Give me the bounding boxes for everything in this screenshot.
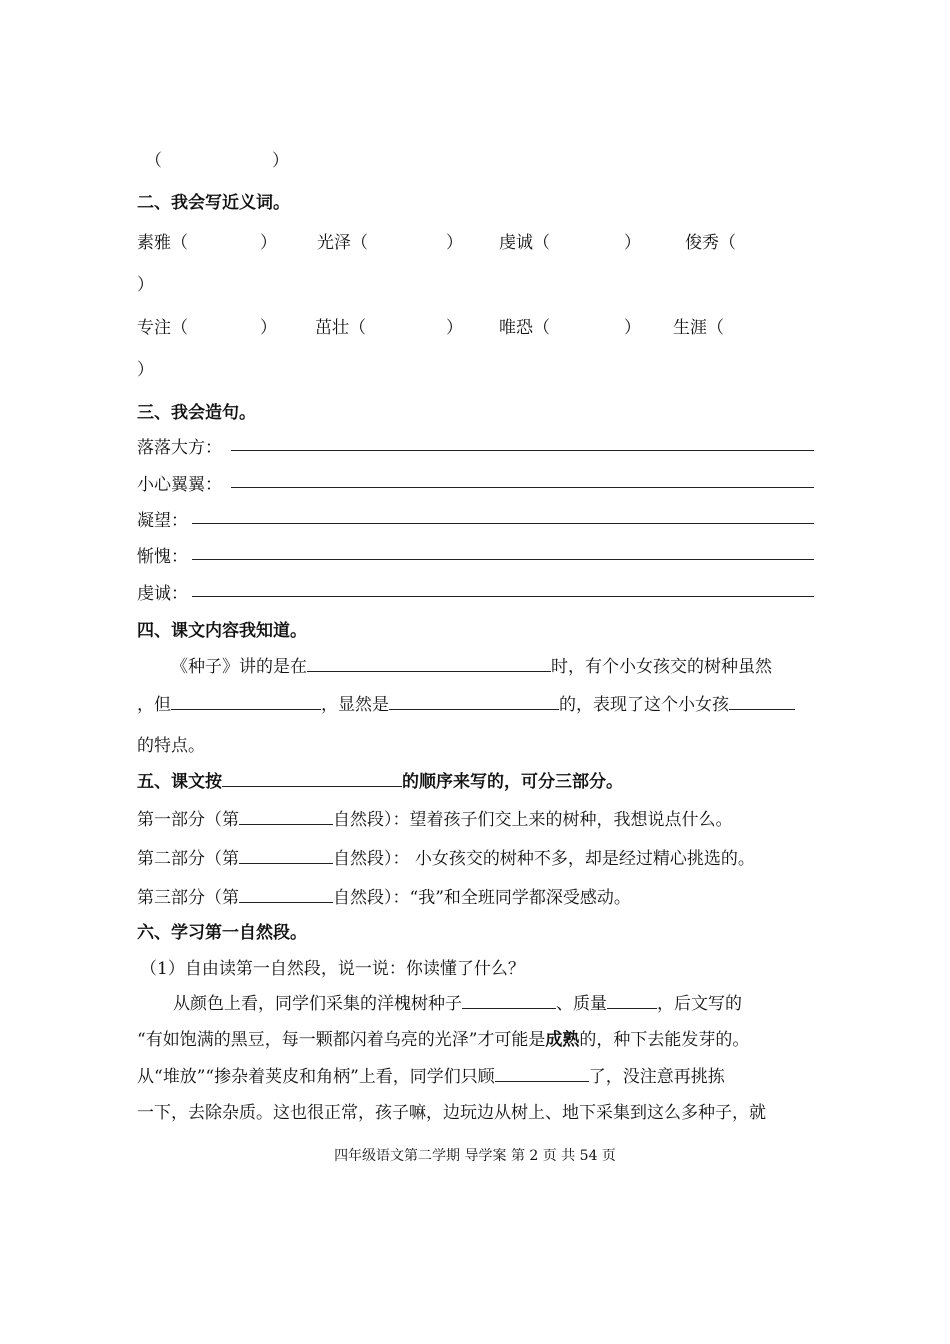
sec6-line-3 — [137, 1062, 725, 1087]
answer-line[interactable] — [192, 559, 814, 560]
fill-blank[interactable] — [389, 693, 559, 710]
fill-blank[interactable] — [239, 847, 333, 864]
sentence-prompt: 凝望： — [137, 511, 188, 531]
text: “有如饱满的黑豆，每一颗都闪着乌亮的光泽”才可能是 — [137, 1030, 546, 1050]
text: ，但 — [137, 695, 171, 715]
synonym-row-1 — [137, 228, 736, 253]
text: 自然段）：“我”和全班同学都深受感动。 — [333, 888, 631, 908]
answer-line[interactable] — [192, 596, 814, 597]
text: 《种子》讲的是在 — [171, 657, 307, 677]
fill-blank[interactable] — [607, 992, 657, 1009]
synonym-row-2 — [137, 313, 724, 338]
sentence-prompt: 小心翼翼： — [137, 475, 222, 495]
synonym-prompt: 专注（ — [137, 318, 188, 338]
part-3-line — [137, 883, 631, 908]
text: ，后文写的 — [657, 994, 742, 1014]
text: 第三部分（第 — [137, 888, 239, 908]
fill-blank[interactable] — [171, 693, 321, 710]
text: 时，有个小女孩交的树种虽然 — [551, 657, 772, 677]
bold-text: 成熟 — [545, 1030, 580, 1050]
synonym-prompt: 素雅（ — [137, 233, 188, 253]
sentence-prompt: 惭愧： — [137, 547, 188, 567]
fill-blank[interactable] — [729, 693, 795, 710]
top-paren-line — [145, 146, 289, 171]
synonym-row-1-close: ） — [137, 275, 154, 295]
paren-close: ） — [272, 151, 289, 171]
paren-close: ） — [260, 318, 277, 338]
text: 的顺序来写的，可分三部分。 — [402, 772, 623, 792]
synonym-prompt: 虔诚（ — [499, 233, 550, 253]
text: 从颜色上看，同学们采集的洋槐树种子 — [173, 994, 462, 1014]
text: 的，表现了这个小女孩 — [559, 695, 729, 715]
text: 第一部分（第 — [137, 810, 239, 830]
fill-blank[interactable] — [239, 886, 333, 903]
sec4-line-1 — [171, 652, 772, 677]
fill-blank[interactable] — [222, 770, 402, 787]
sec6-line-4: 一下，去除杂质。这也很正常，孩子嘛，边玩边从树上、地下采集到这么多种子，就 — [137, 1103, 766, 1123]
section-5-title — [137, 767, 623, 792]
section-6-title: 六、学习第一自然段。 — [137, 923, 307, 943]
text: 五、课文按 — [137, 772, 222, 792]
fill-blank[interactable] — [462, 992, 556, 1009]
paren-close: ） — [446, 233, 463, 253]
part-1-line — [137, 805, 733, 830]
sentence-prompt: 落落大方： — [137, 438, 222, 458]
text: ，显然是 — [321, 695, 389, 715]
text: 了，没注意再挑拣 — [588, 1067, 725, 1087]
synonym-prompt: 唯恐（ — [499, 318, 550, 338]
sec4-line-2 — [137, 690, 795, 715]
section-3-title: 三、我会造句。 — [137, 403, 256, 423]
answer-line[interactable] — [231, 450, 814, 451]
paren-open: （ — [145, 151, 162, 171]
sec6-line-1 — [173, 989, 742, 1014]
synonym-prompt: 生涯（ — [673, 318, 724, 338]
fill-blank[interactable] — [307, 655, 551, 672]
part-2-line — [137, 844, 755, 869]
text: 自然段）： 小女孩交的树种不多，却是经过精心挑选的。 — [333, 849, 755, 869]
sentence-prompt: 虔诚： — [137, 584, 188, 604]
synonym-row-2-close: ） — [137, 360, 154, 380]
section-2-title: 二、我会写近义词。 — [137, 193, 290, 213]
answer-line[interactable] — [231, 487, 814, 488]
text: 、质量 — [556, 994, 607, 1014]
question-1: （1）自由读第一自然段，说一说：你读懂了什么？ — [140, 959, 525, 979]
text: 第二部分（第 — [137, 849, 239, 869]
text: 的，种下去能发芽的。 — [579, 1030, 750, 1050]
paren-close: ） — [260, 233, 277, 253]
sec4-line-3: 的特点。 — [137, 736, 205, 756]
fill-blank[interactable] — [239, 808, 333, 825]
paren-close: ） — [624, 233, 641, 253]
text: 自然段）：望着孩子们交上来的树种，我想说点什么。 — [333, 810, 733, 830]
paren-close: ） — [624, 318, 641, 338]
synonym-prompt: 俊秀（ — [685, 233, 736, 253]
page-footer: 四年级语文第二学期 导学案 第 2 页 共 54 页 — [334, 1148, 616, 1164]
answer-line[interactable] — [192, 523, 814, 524]
synonym-prompt: 光泽（ — [317, 233, 368, 253]
section-4-title: 四、课文内容我知道。 — [137, 621, 307, 641]
paren-close: ） — [446, 318, 463, 338]
text: 从“堆放”“掺杂着荚皮和角柄”上看，同学们只顾 — [137, 1067, 495, 1087]
fill-blank[interactable] — [495, 1065, 589, 1082]
sec6-line-2 — [137, 1025, 749, 1050]
synonym-prompt: 茁壮（ — [315, 318, 366, 338]
